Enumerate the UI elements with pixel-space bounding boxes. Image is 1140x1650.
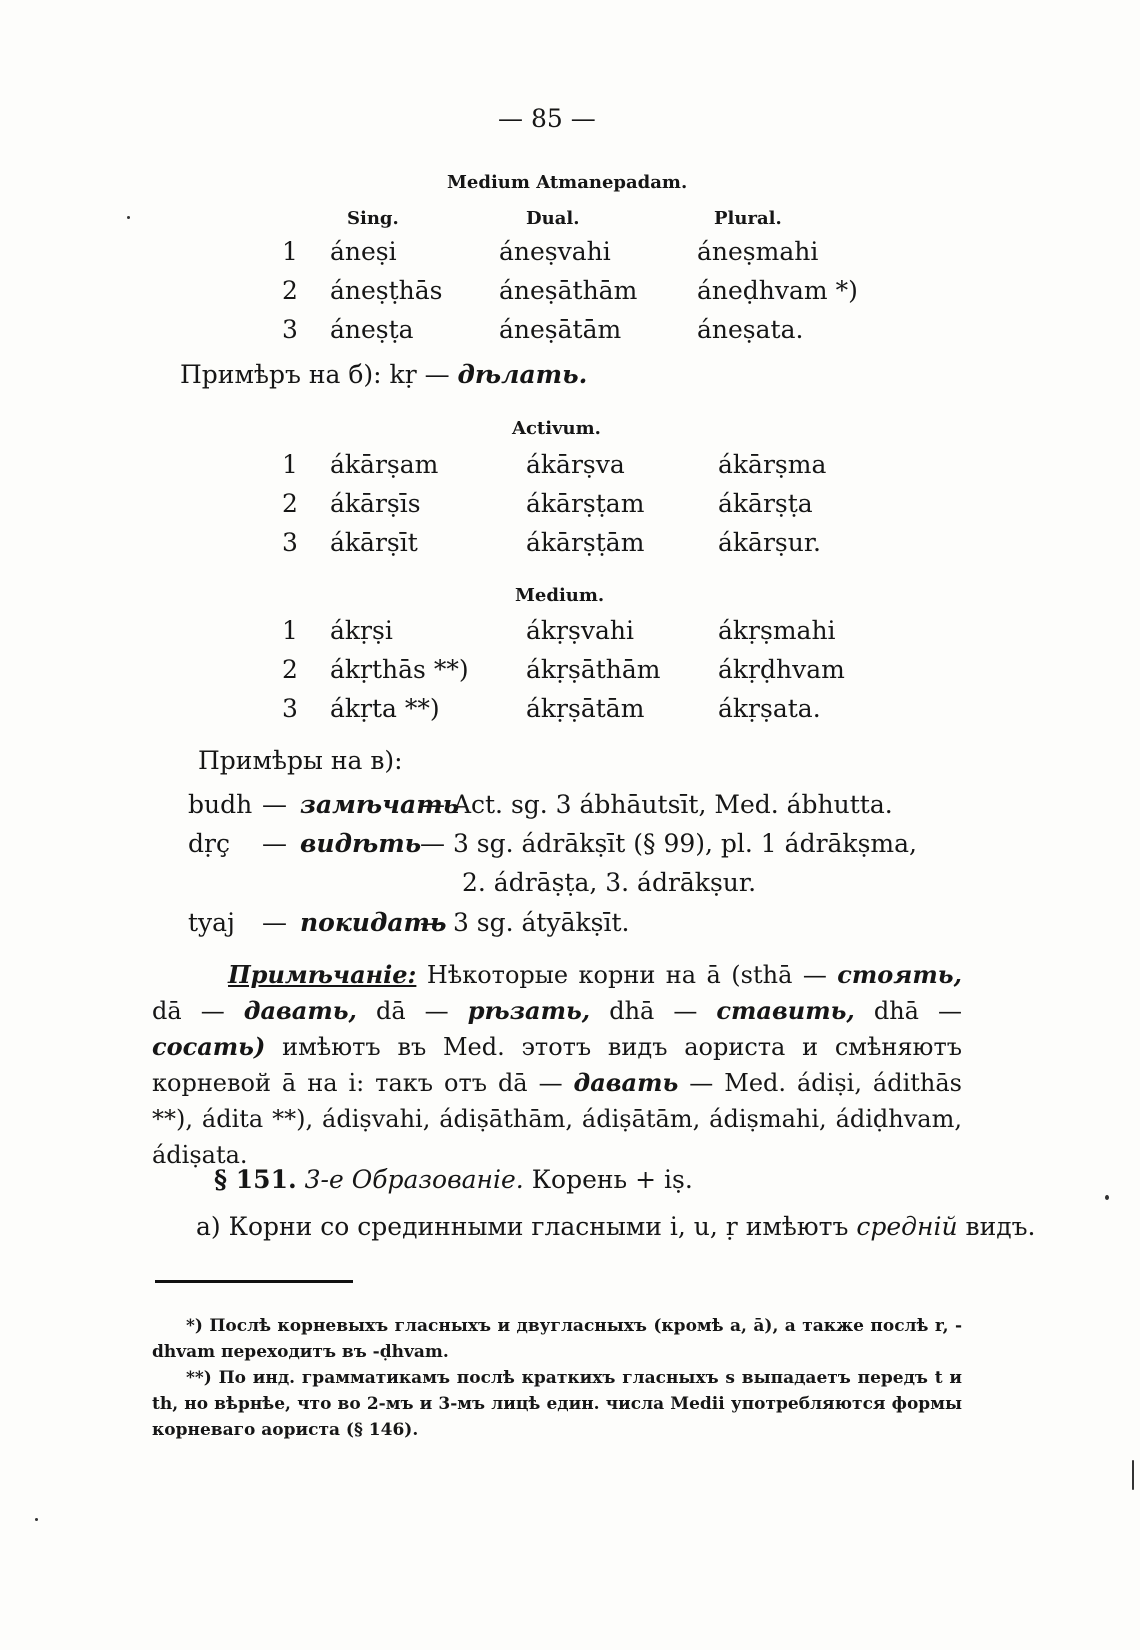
note-text: dā — xyxy=(375,997,449,1025)
note-gloss: давать xyxy=(573,1068,679,1097)
form-dual: ákṛṣāthām xyxy=(526,655,661,684)
form-plural: ákṛṣmahi xyxy=(718,616,836,645)
form-sing: ákṛthās **) xyxy=(330,655,469,684)
example-root: dṛç xyxy=(188,829,230,858)
examples-v-label: Примѣры на в): xyxy=(198,746,403,775)
form-dual: ákṛṣātām xyxy=(526,694,645,723)
form-plural: ákārṣma xyxy=(718,450,827,479)
form-plural: ákārṣṭa xyxy=(718,489,813,518)
note-text: — Med. ádiṣi, ádithās **), ádita **), ádiṣvahi, ádiṣāthām, ádiṣātām, ádiṣmahi, ádiḍhvam, ádiṣata. xyxy=(152,1069,962,1169)
form-sing: ákārṣīs xyxy=(330,489,421,518)
form-dual: ákṛṣvahi xyxy=(526,616,634,645)
col-head-sing: Sing. xyxy=(347,208,399,229)
form-sing: ákārṣīt xyxy=(330,528,418,557)
example-b-label: Примѣръ на б): xyxy=(180,360,382,389)
note-text: dā — xyxy=(152,997,225,1025)
form-dual: ákārṣṭām xyxy=(526,528,645,557)
activum-heading: Activum. xyxy=(512,418,601,439)
form-plural: áneḍhvam *) xyxy=(697,276,858,305)
row-number: 1 xyxy=(282,237,298,266)
example-dash: — xyxy=(262,829,287,858)
example-b-meaning: дѣлать. xyxy=(457,360,588,389)
example-dash: — xyxy=(262,908,287,937)
row-number: 2 xyxy=(282,276,298,305)
page-number: — 85 — xyxy=(498,104,596,133)
form-plural: áneṣmahi xyxy=(697,237,819,266)
footnote-divider xyxy=(155,1280,353,1283)
form-plural: ákārṣur. xyxy=(718,528,821,557)
row-number: 3 xyxy=(282,694,298,723)
form-dual: áneṣāthām xyxy=(499,276,638,305)
note-gloss: ставить, xyxy=(716,996,855,1025)
scan-speck xyxy=(1132,1460,1134,1490)
row-number: 3 xyxy=(282,528,298,557)
note-gloss: давать, xyxy=(243,996,357,1025)
row-number: 1 xyxy=(282,616,298,645)
note-text: dhā — xyxy=(873,997,962,1025)
scan-speck xyxy=(35,1518,38,1521)
row-number: 3 xyxy=(282,315,298,344)
note-label: Примѣчаніе: xyxy=(228,960,417,989)
row-number: 1 xyxy=(282,450,298,479)
form-plural: ákṛḍhvam xyxy=(718,655,845,684)
form-dual: ákārṣva xyxy=(526,450,625,479)
form-sing: ákṛṣi xyxy=(330,616,393,645)
form-sing: áneṣṭhās xyxy=(330,276,443,305)
section-point-a xyxy=(196,1212,1036,1241)
footnote-2: **) По инд. грамматикамъ послѣ краткихъ гласныхъ s выпадаетъ передъ t и th, но вѣрнѣе, что во 2-мъ и 3-мъ лицѣ един. числа Medii употребляются формы корневаго аориста (§ 146). xyxy=(152,1368,962,1440)
example-dash: — xyxy=(262,790,287,819)
section-point-a-end: видъ. xyxy=(965,1212,1036,1241)
example-root: budh xyxy=(188,790,253,819)
section-title: 3-е Образованіе. xyxy=(304,1165,524,1194)
example-root: tyaj xyxy=(188,908,235,937)
example-meaning: видѣть xyxy=(300,829,422,858)
note-text: dhā — xyxy=(609,997,698,1025)
note-text: Нѣкоторые корни на ā (sthā — xyxy=(426,961,827,989)
form-plural: áneṣata. xyxy=(697,315,804,344)
example-meaning: покидать xyxy=(300,908,447,937)
note-gloss: стоять, xyxy=(837,960,962,989)
form-sing: áneṣṭa xyxy=(330,315,414,344)
note-paragraph xyxy=(152,957,962,1173)
example-meaning: замѣчать xyxy=(300,790,460,819)
form-sing: ákṛta **) xyxy=(330,694,440,723)
form-sing: áneṣi xyxy=(330,237,397,266)
note-text: имѣютъ въ Med. этотъ видъ аориста и смѣняютъ корневой ā на i: такъ отъ dā — xyxy=(152,1033,962,1097)
note-gloss: рѣзать, xyxy=(467,996,591,1025)
section-formula: Корень + iṣ. xyxy=(531,1165,693,1194)
form-sing: ákārṣam xyxy=(330,450,439,479)
row-number: 2 xyxy=(282,655,298,684)
form-plural: ákṛṣata. xyxy=(718,694,821,723)
example-forms: — 3 sg. átyākṣīt. xyxy=(420,908,630,937)
form-dual: áneṣātām xyxy=(499,315,622,344)
footnote-1: *) Послѣ корневыхъ гласныхъ и двугласныхъ (кромѣ а, ā), а также послѣ r, -dhvam переходитъ въ -ḍhvam. xyxy=(152,1316,962,1362)
row-number: 2 xyxy=(282,489,298,518)
section-number: § 151. xyxy=(214,1165,297,1194)
example-forms: — Act. sg. 3 ábhāutsīt, Med. ábhutta. xyxy=(420,790,893,819)
form-dual: áneṣvahi xyxy=(499,237,611,266)
scan-speck xyxy=(1105,1195,1109,1200)
col-head-plural: Plural. xyxy=(714,208,782,229)
section-heading xyxy=(214,1165,693,1194)
example-b-line xyxy=(180,360,587,389)
section-point-a-emphasis: средній xyxy=(856,1212,958,1241)
medium-heading: Medium. xyxy=(515,585,605,606)
scan-speck xyxy=(127,216,130,219)
example-forms: — 3 sg. ádrākṣīt (§ 99), pl. 1 ádrākṣma, xyxy=(420,829,917,858)
example-forms-continued: 2. ádrāṣṭa, 3. ádrākṣur. xyxy=(462,868,757,897)
medium-atmanepadam-heading: Medium Atmanepadam. xyxy=(447,172,688,193)
note-gloss: сосать) xyxy=(152,1032,266,1061)
form-dual: ákārṣṭam xyxy=(526,489,645,518)
section-point-a-text: а) Корни со срединными гласными i, u, ṛ имѣютъ xyxy=(196,1212,849,1241)
col-head-dual: Dual. xyxy=(526,208,580,229)
example-b-root: kṛ — xyxy=(389,360,450,389)
